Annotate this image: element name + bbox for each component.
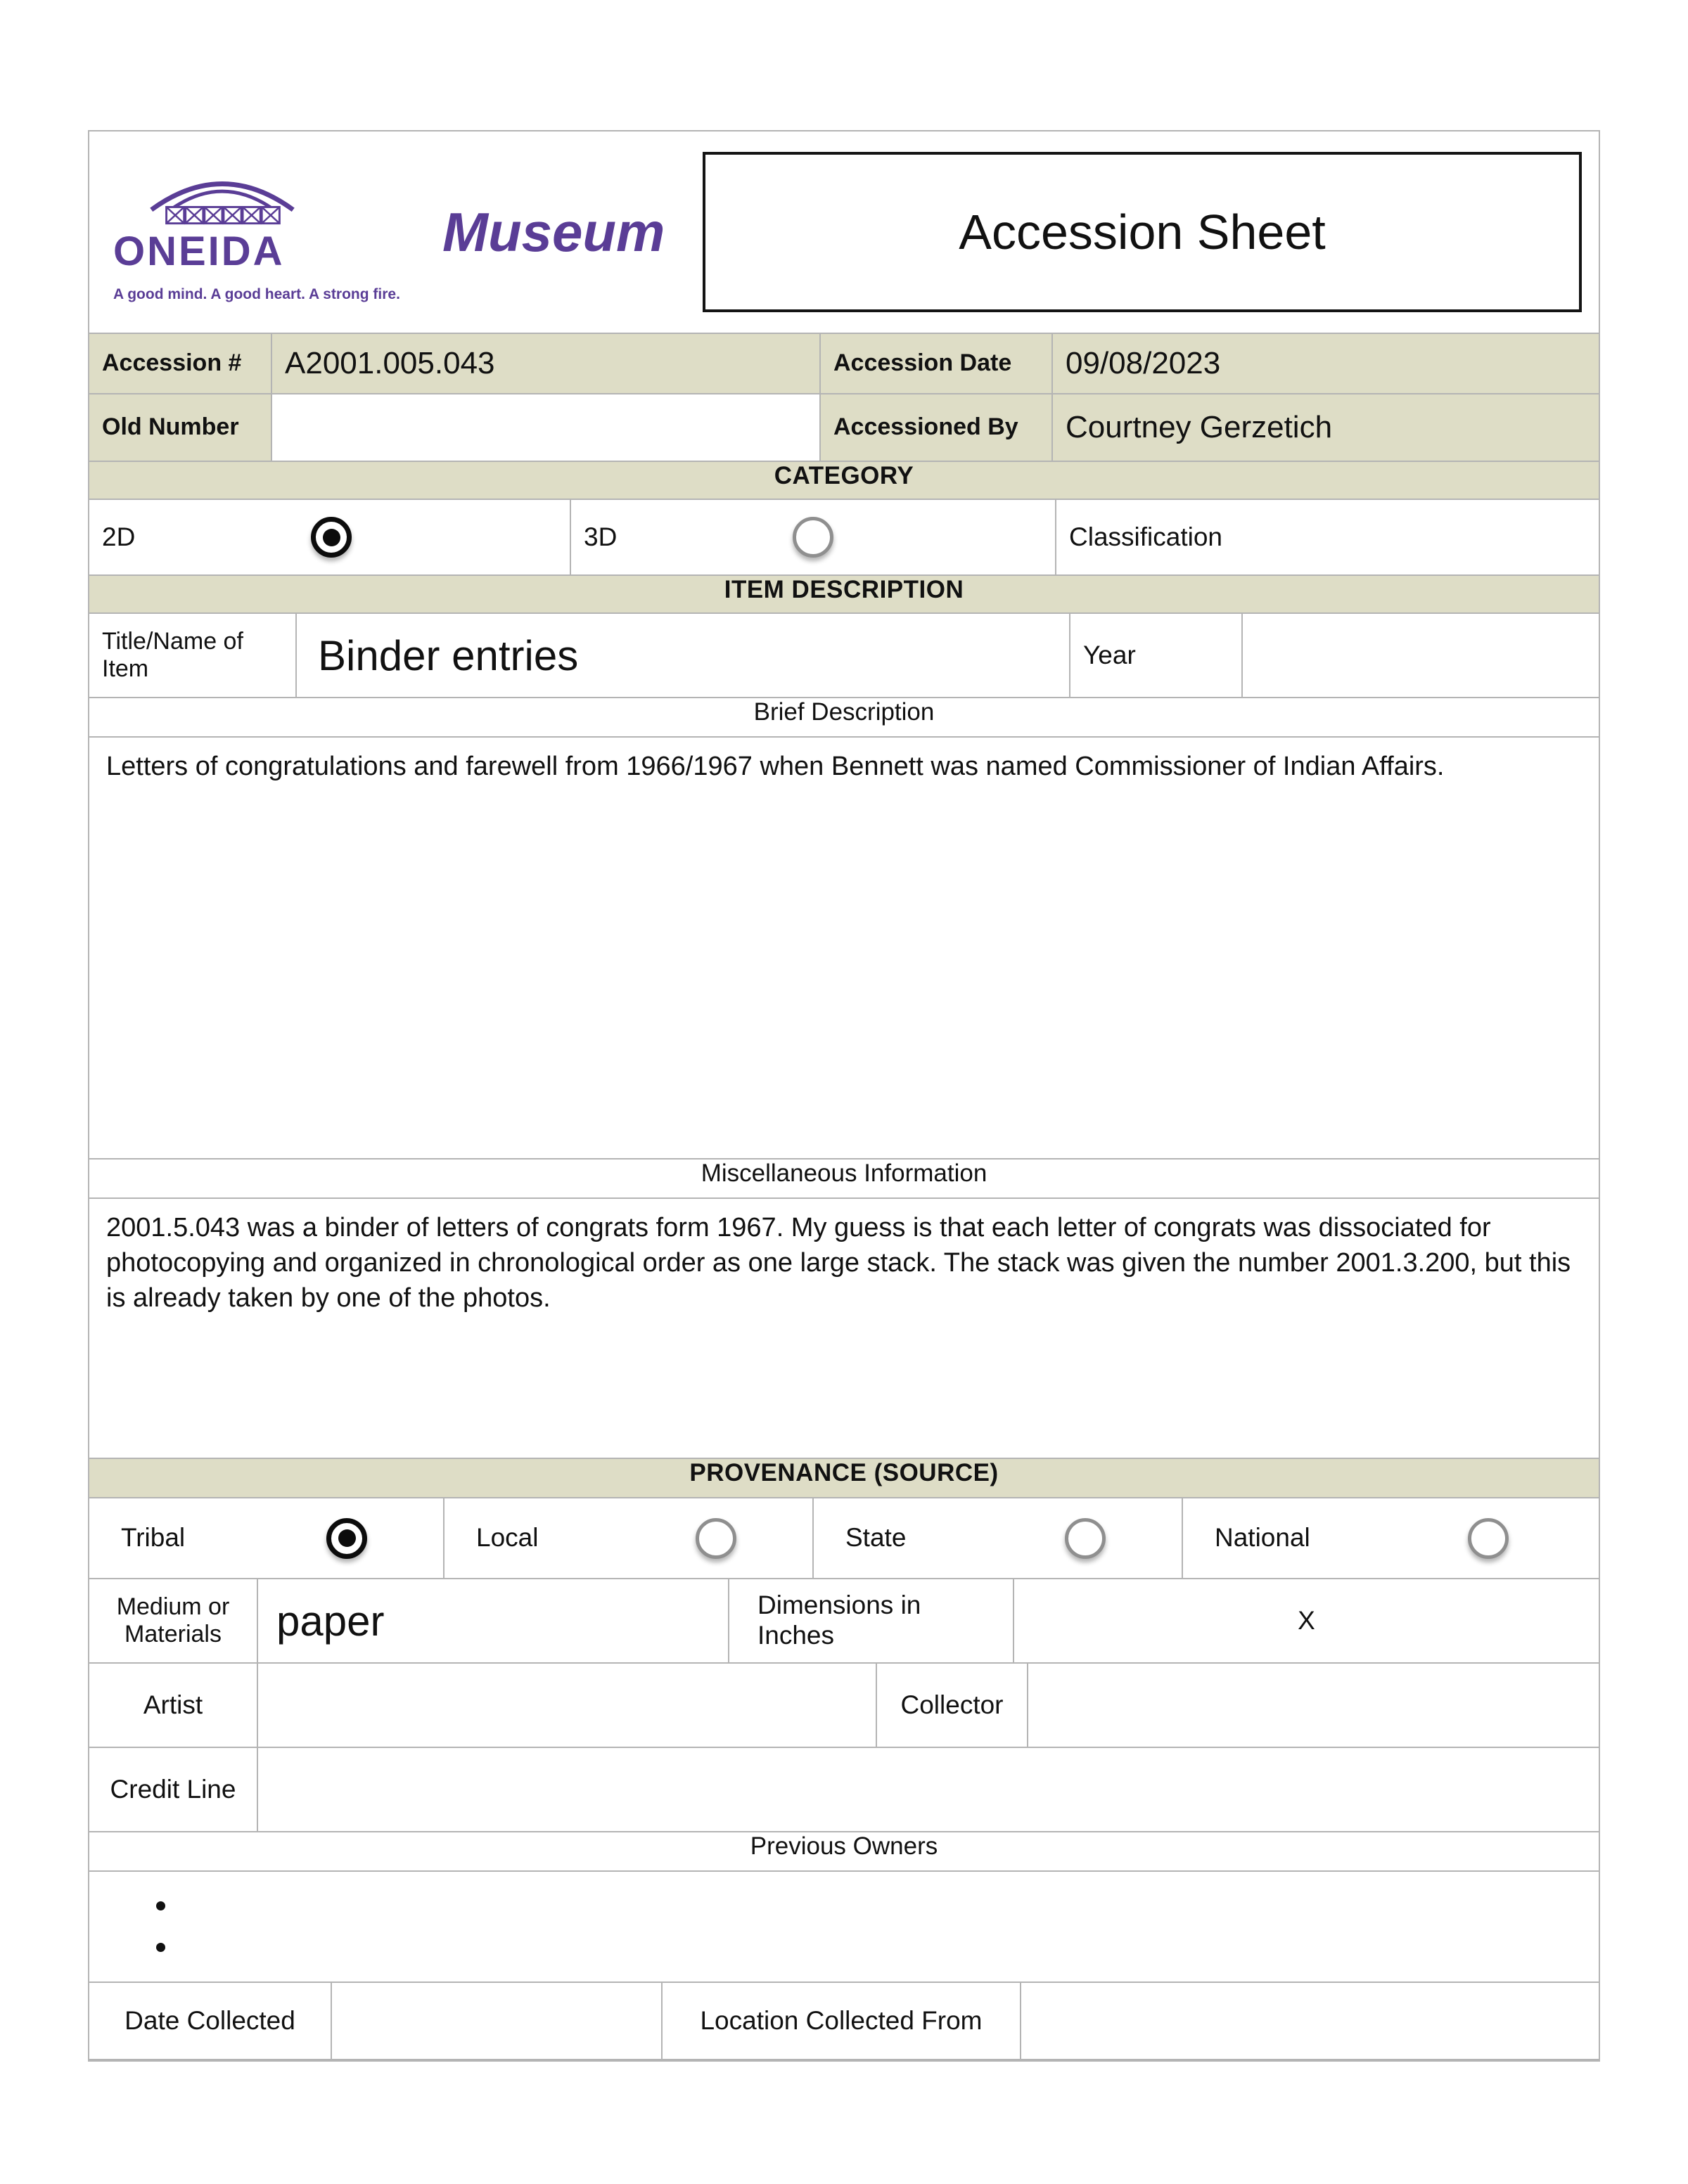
accession-date-value: 09/08/2023 [1053, 334, 1599, 393]
previous-owners-label: Previous Owners [750, 1832, 938, 1860]
provenance-option-state[interactable] [814, 1498, 1183, 1578]
title-row [89, 614, 1599, 698]
medium-value: paper [258, 1579, 729, 1662]
misc-information-text: 2001.5.043 was a binder of letters of congrats form 1967. My guess is that each letter of congrats was dissociated for photocopying and organized in chronological order as one large stack. The stack was given the number 2001.3.200, but this is already taken by one of the photos. [106, 1213, 1571, 1313]
classification-label: Classification [1069, 522, 1222, 551]
option-3d-label: 3D [584, 522, 618, 551]
logo-tagline: A good mind. A good heart. A strong fire. [113, 285, 400, 302]
category-option-3d[interactable] [571, 500, 1056, 574]
provenance-section-title: PROVENANCE (SOURCE) [689, 1459, 999, 1486]
collector-label: Collector [877, 1664, 1028, 1747]
accession-date-label: Accession Date [821, 334, 1053, 393]
logo-wordmark: ONEIDA [113, 228, 285, 274]
form-header [89, 131, 1599, 334]
radio-state[interactable] [1065, 1518, 1106, 1559]
medium-row [89, 1579, 1599, 1664]
date-collected-value[interactable] [332, 1983, 663, 2059]
artist-value[interactable] [258, 1664, 877, 1747]
oneida-logo [106, 162, 416, 303]
misc-information-label: Miscellaneous Information [701, 1160, 987, 1187]
title-label: Title/Name of Item [89, 614, 297, 697]
provenance-option-national[interactable] [1183, 1498, 1599, 1578]
radio-tribal[interactable] [326, 1518, 367, 1559]
dimensions-label: Dimensions in Inches [729, 1579, 1014, 1662]
credit-line-value[interactable] [258, 1748, 1599, 1831]
radio-local[interactable] [696, 1518, 736, 1559]
old-number-value[interactable] [272, 394, 821, 461]
artist-label: Artist [89, 1664, 258, 1747]
provenance-options-row [89, 1498, 1599, 1579]
medium-label: Medium or Materials [89, 1579, 258, 1662]
accession-number-label: Accession # [89, 334, 272, 393]
accession-form [88, 130, 1600, 2062]
location-collected-value[interactable] [1021, 1983, 1599, 2059]
previous-owners-list [89, 1872, 1599, 1983]
location-collected-label: Location Collected From [663, 1983, 1021, 2059]
previous-owner-item [156, 1943, 182, 1952]
old-number-label: Old Number [89, 394, 272, 461]
misc-information-area [89, 1199, 1599, 1459]
provenance-section-header [89, 1459, 1599, 1498]
brief-description-area [89, 738, 1599, 1160]
item-description-section-header [89, 576, 1599, 614]
accession-number-row [89, 334, 1599, 394]
accession-number-value: A2001.005.043 [272, 334, 821, 393]
credit-line-label: Credit Line [89, 1748, 258, 1831]
option-state-label: State [845, 1523, 907, 1553]
dimensions-value[interactable]: X [1298, 1605, 1315, 1635]
provenance-option-local[interactable] [445, 1498, 814, 1578]
accessioned-by-value: Courtney Gerzetich [1053, 394, 1599, 461]
option-2d-label: 2D [102, 522, 136, 551]
credit-line-row [89, 1748, 1599, 1832]
artist-row [89, 1664, 1599, 1748]
year-label: Year [1070, 614, 1243, 697]
sheet-title: Accession Sheet [959, 205, 1326, 259]
brief-description-header [89, 698, 1599, 738]
date-collected-row [89, 1983, 1599, 2060]
oneida-belt-dome-icon [113, 162, 331, 228]
option-national-label: National [1215, 1523, 1310, 1553]
collector-value[interactable] [1028, 1664, 1599, 1747]
accessioned-by-label: Accessioned By [821, 394, 1053, 461]
item-description-section-title: ITEM DESCRIPTION [724, 576, 964, 603]
previous-owner-item [156, 1901, 182, 1910]
category-section-title: CATEGORY [774, 462, 914, 489]
category-options-row [89, 500, 1599, 576]
option-local-label: Local [476, 1523, 539, 1553]
date-collected-label: Date Collected [89, 1983, 332, 2059]
radio-2d[interactable] [311, 517, 352, 558]
category-option-2d[interactable] [89, 500, 571, 574]
bullet-icon [156, 1943, 165, 1952]
sheet-title-box [703, 152, 1582, 312]
radio-national[interactable] [1468, 1518, 1509, 1559]
provenance-option-tribal[interactable] [89, 1498, 445, 1578]
category-section-header [89, 462, 1599, 500]
brief-description-text: Letters of congratulations and farewell from 1966/1967 when Bennett was named Commissioner of Indian Affairs. [106, 752, 1445, 781]
museum-wordmark: Museum [442, 200, 665, 263]
title-value: Binder entries [297, 614, 1070, 697]
misc-information-header [89, 1160, 1599, 1199]
radio-3d[interactable] [793, 517, 833, 558]
bullet-icon [156, 1901, 165, 1910]
brief-description-label: Brief Description [753, 698, 935, 726]
previous-owners-header [89, 1832, 1599, 1872]
old-number-row [89, 394, 1599, 462]
year-value[interactable] [1243, 614, 1599, 697]
option-tribal-label: Tribal [121, 1523, 186, 1553]
classification-cell [1056, 500, 1599, 574]
